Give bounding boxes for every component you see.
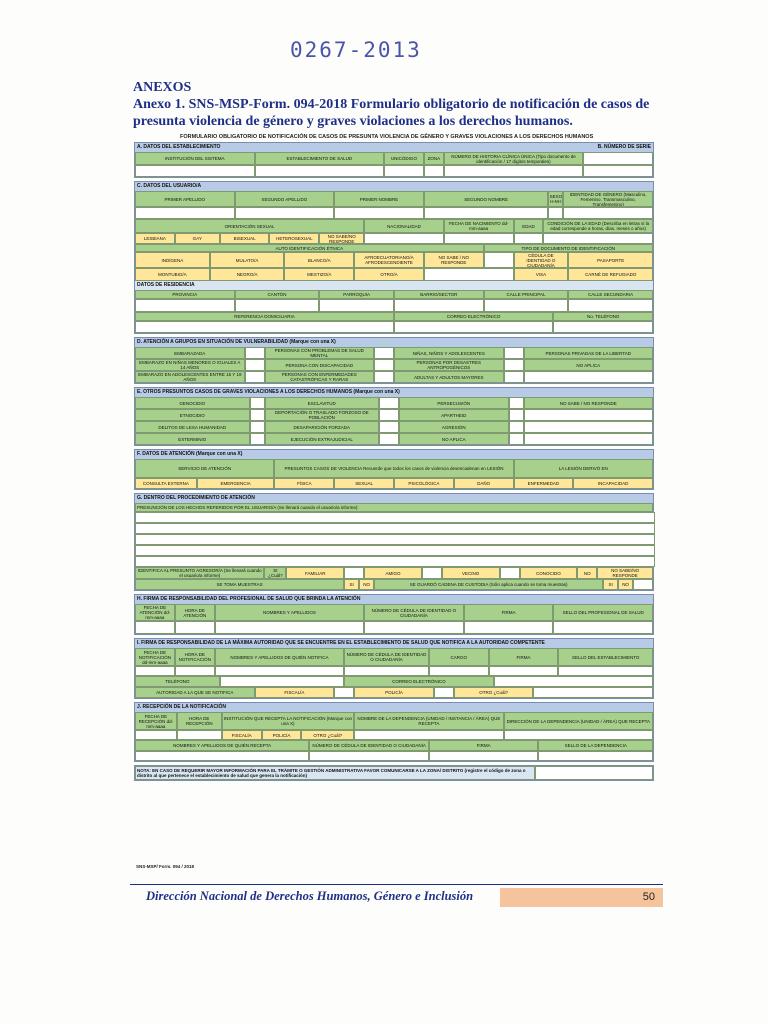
option-fiscalia-j[interactable]: FISCALÍA: [222, 730, 262, 740]
option-esclavitud[interactable]: ESCLAVITUD: [265, 397, 380, 409]
toma-muestras-label: SE TOMA MUESTRAS: [135, 579, 344, 590]
option-otro-etnia[interactable]: OTRO/A: [354, 268, 424, 281]
section-c: [134, 181, 654, 334]
option-fisica[interactable]: FÍSICA: [274, 478, 334, 489]
fecha-recepcion-field[interactable]: [135, 730, 177, 740]
col-telefono: No. TELÉFONO: [553, 312, 653, 321]
section-a-title: A. DATOS DEL ESTABLECIMIENTO: [137, 144, 221, 150]
option-deportacion[interactable]: DEPORTACIÓN O TRASLADO FORZOSO DE POBLACIÓN: [265, 409, 380, 421]
check-box[interactable]: [245, 359, 265, 371]
col-sello-profesional: SELLO DEL PROFESIONAL DE SALUD: [553, 604, 653, 621]
option-no-agresor[interactable]: NO: [577, 567, 597, 579]
section-c-title: C. DATOS DEL USUARIO/A: [137, 183, 202, 189]
presuncion-line-3[interactable]: [135, 534, 655, 545]
fecha-nacimiento-label: FECHA DE NACIMIENTO dd-mm-aaaa: [444, 219, 514, 233]
option-familiar[interactable]: FAMILIAR: [286, 567, 344, 579]
option-gay[interactable]: GAY: [175, 233, 220, 244]
option-lesa-humanidad[interactable]: DELITOS DE LESA HUMANIDAD: [135, 421, 250, 433]
option-privadas-libertad[interactable]: PERSONAS PRIVADAS DE LA LIBERTAD: [524, 347, 653, 359]
option-lesbiana[interactable]: LESBIANA: [135, 233, 175, 244]
lesion-label: LA LESIÓN DERIVÓ EN: [514, 459, 653, 478]
col-barrio: BARRIO/SECTOR: [394, 290, 484, 299]
presuntos-casos-label: PRESUNTOS CASOS DE VIOLENCIA Recuerde que todos los casos de violencia desencadenan en LESIÓN: [274, 459, 513, 478]
identidad-genero-field[interactable]: [563, 207, 653, 219]
canton-field[interactable]: [235, 299, 320, 312]
dependencia-recepta-field[interactable]: [354, 730, 503, 740]
presuncion-line-2[interactable]: [135, 523, 655, 534]
col-calle-secundaria: CALLE SECUNDARIA: [568, 290, 653, 299]
check-box[interactable]: [509, 409, 524, 421]
provincia-field[interactable]: [135, 299, 235, 312]
presuncion-label: PRESUNCIÓN DE LOS HECHOS REFERIDOS POR EL USUARIO/A (Se llenará cuando el usuario/a informe):: [135, 503, 653, 512]
option-discapacidad[interactable]: PERSONA CON DISCAPACIDAD: [265, 359, 375, 371]
presuncion-line-4[interactable]: [135, 545, 655, 556]
autoridad-notifica-label: AUTORIDAD A LA QUE SE NOTIFICA: [135, 687, 255, 698]
otro-autoridad-field[interactable]: [533, 687, 653, 698]
serial-number-field-2[interactable]: [583, 165, 653, 177]
col-fecha-atencion: FECHA DE ATENCIÓN dd-mm-aaaa: [135, 604, 175, 621]
col-primer-apellido: PRIMER APELLIDO: [135, 191, 235, 207]
col-firma-notifica: FIRMA: [489, 648, 559, 666]
section-e-title: E. OTROS PRESUNTOS CASOS DE GRAVES VIOLACIONES A LOS DERECHOS HUMANOS (Marque con una X): [137, 389, 400, 395]
col-canton: CANTÓN: [235, 290, 320, 299]
option-persecusion[interactable]: PERSECUSIÓN: [399, 397, 509, 409]
option-afroecuatoriano[interactable]: AFROECUATORIANO/A AFRODESCENDIENTE: [354, 252, 424, 268]
serial-number-field[interactable]: [583, 152, 653, 165]
nombres-recepta-field[interactable]: [135, 751, 309, 761]
option-heterosexual[interactable]: HETEROSEXUAL: [269, 233, 319, 244]
serial-number-label: B. NÚMERO DE SERIE: [597, 144, 651, 150]
option-embarazada[interactable]: EMBARAZADA: [135, 347, 245, 359]
option-mulato[interactable]: MULATO/A: [210, 252, 285, 268]
annex-title: Anexo 1. SNS-MSP-Form. 094-2018 Formulario obligatorio de notificación de casos de presunta violencia de género y graves violaciones a los derechos humanos.: [133, 97, 650, 129]
referencia-field[interactable]: [135, 321, 394, 333]
section-j-title: J. RECEPCIÓN DE LA NOTIFICACIÓN: [137, 704, 226, 710]
empty-cell: [524, 409, 653, 421]
option-ejecucion[interactable]: EJECUCIÓN EXTRAJUDICIAL: [265, 433, 380, 445]
check-box[interactable]: [504, 371, 524, 383]
check-box[interactable]: [250, 421, 265, 433]
segundo-nombre-field[interactable]: [424, 207, 549, 219]
section-i-title: I. FIRMA DE RESPONSABILIDAD DE LA MÁXIMA AUTORIDAD QUE SE ENCUENTRE EN EL ESTABLECIMIENTO DE SALUD QUE NOTIFICA A LA AUTORIDAD COMPETENTE: [137, 640, 545, 646]
section-e: [134, 387, 654, 446]
col-fecha-notificacion: FECHA DE NOTIFICACIÓN dd-mm-aaaa: [135, 648, 175, 666]
hora-recepcion-field[interactable]: [177, 730, 222, 740]
check-box[interactable]: [374, 347, 394, 359]
col-institucion-recepta: INSTITUCIÓN QUE RECEPTA LA NOTIFICACIÓN (Marque con una X): [222, 712, 354, 730]
col-establecimiento: ESTABLECIMIENTO DE SALUD: [255, 152, 384, 165]
si-cual-label: SI ¿Cuál?: [264, 567, 286, 579]
check-box[interactable]: [250, 397, 265, 409]
establecimiento-field[interactable]: [255, 165, 384, 177]
col-sexo: SEXO H-M-I: [548, 191, 563, 207]
section-i: [134, 638, 654, 699]
col-primer-nombre: PRIMER NOMBRE: [334, 191, 424, 207]
check-box[interactable]: [379, 397, 399, 409]
option-salud-mental[interactable]: PERSONAS CON PROBLEMAS DE SALUD MENTAL: [265, 347, 375, 359]
check-box[interactable]: [250, 433, 265, 445]
col-parroquia: PARROQUIA: [319, 290, 394, 299]
telefono-notifica-label: TELÉFONO: [135, 676, 220, 687]
col-cargo: CARGO: [429, 648, 489, 666]
option-desastres[interactable]: PERSONAS POR DESASTRES ANTROPOGÉNICOS: [394, 359, 504, 371]
empty-cell: [524, 371, 653, 383]
telefono-notifica-field[interactable]: [220, 676, 345, 687]
etnia-blank-1[interactable]: [484, 252, 514, 268]
correo-field[interactable]: [394, 321, 553, 333]
option-cedula[interactable]: CÉDULA DE IDENTIDAD O CIUDADANÍA: [514, 252, 569, 268]
hora-atencion-field[interactable]: [175, 621, 215, 634]
option-dano[interactable]: DAÑO: [454, 478, 514, 489]
check-box[interactable]: [434, 687, 454, 698]
form-caption: FORMULARIO OBLIGATORIO DE NOTIFICACIÓN DE CASOS DE PRESUNTA VIOLENCIA DE GÉNERO Y GRAVES VIOLACIONES A LOS DERECHOS HUMANOS: [180, 134, 594, 140]
empty-cell: [524, 421, 653, 433]
identifica-agresor-label: IDENTIFICA AL PRESUNTO AGRESOR/A (Se llenará cuando el usuario/a informe): [135, 567, 264, 579]
option-no-sabe[interactable]: NO SABE/NO RESPONDE: [319, 233, 364, 244]
option-conocido[interactable]: CONOCIDO: [520, 567, 578, 579]
col-identidad-genero: IDENTIDAD DE GÉNERO (Masculino, Femenino, Transmasculino, Transfemenino): [563, 191, 653, 207]
col-zona: ZONA: [424, 152, 444, 165]
autoidentificacion-label: AUTO IDENTIFICACIÓN ÉTNICA: [135, 244, 484, 252]
muestras-si[interactable]: SI: [344, 579, 359, 590]
check-box[interactable]: [504, 347, 524, 359]
condicion-edad-label: CONDICIÓN DE LA EDAD (Describa en letras si la edad corresponde a horas, días, meses o años): [543, 219, 653, 233]
cargo-field[interactable]: [429, 666, 489, 676]
section-g-title: G. DENTRO DEL PROCEDIMIENTO DE ATENCIÓN: [137, 495, 255, 501]
calle-secundaria-field[interactable]: [568, 299, 653, 312]
etnia-blank-2[interactable]: [424, 268, 514, 281]
empty-cell: [524, 433, 653, 445]
presuncion-line-5[interactable]: [135, 556, 655, 567]
col-fecha-recepcion: FECHA DE RECEPCIÓN dd-mm-aaaa: [135, 712, 177, 730]
option-amigo[interactable]: AMIGO: [364, 567, 422, 579]
cadena-si[interactable]: SI: [603, 579, 618, 590]
option-emergencia[interactable]: EMERGENCIA: [197, 478, 275, 489]
col-referencia: REFERENCIA DOMICILIARIA: [135, 312, 394, 321]
calle-principal-field[interactable]: [484, 299, 569, 312]
section-h-title: H. FIRMA DE RESPONSABILIDAD DEL PROFESIONAL DE SALUD QUE BRINDA LA ATENCIÓN: [137, 596, 361, 602]
col-hora-recepcion: HORA DE RECEPCIÓN: [177, 712, 222, 730]
option-mestizo[interactable]: MESTIZO/A: [284, 268, 354, 281]
fecha-nacimiento-field[interactable]: [444, 233, 514, 244]
edad-label: EDAD: [514, 219, 544, 233]
cedula-recepta-field[interactable]: [309, 751, 429, 761]
option-consulta-externa[interactable]: CONSULTA EXTERNA: [135, 478, 197, 489]
option-psicologica[interactable]: PSICOLÓGICA: [394, 478, 454, 489]
option-embarazo-ninas[interactable]: EMBARAZO EN NIÑAS MENORES O IGUALES A 14 AÑOS: [135, 359, 245, 371]
firma-recepta-field[interactable]: [429, 751, 539, 761]
col-historia-clinica: NÚMERO DE HISTORIA CLÍNICA ÚNICA (Tipo documento de identificación / 17 dígitos temporales): [444, 152, 583, 165]
presuncion-line-1[interactable]: [135, 512, 655, 523]
check-box[interactable]: [509, 421, 524, 433]
col-segundo-apellido: SEGUNDO APELLIDO: [235, 191, 335, 207]
option-pasaporte[interactable]: PASAPORTE: [568, 252, 653, 268]
form-code: SNS-MSP/ Form. 094 / 2018: [136, 864, 195, 869]
option-indigena[interactable]: INDÍGENA: [135, 252, 210, 268]
col-nombres-recepta: NOMBRES Y APELLIDOS DE QUIÉN RECEPTA: [135, 740, 309, 751]
section-d-title: D. ATENCIÓN A GRUPOS EN SITUACIÓN DE VULNERABILIDAD (Marque con una X): [137, 339, 336, 345]
correo-notifica-field[interactable]: [494, 676, 653, 687]
option-no-aplica-e[interactable]: NO APLICA: [399, 433, 509, 445]
col-segundo-nombre: SEGUNDO NOMBRE: [424, 191, 549, 207]
empty-cell: [633, 579, 653, 590]
tipo-documento-label: TIPO DE DOCUMENTO DE IDENTIFICACIÓN: [484, 244, 653, 252]
col-hora-notificacion: HORA DE NOTIFICACIÓN: [175, 648, 215, 666]
segundo-apellido-field[interactable]: [235, 207, 335, 219]
nacionalidad-label: NACIONALIDAD: [364, 219, 444, 233]
nacionalidad-field[interactable]: [364, 233, 444, 244]
footer-divider: [130, 884, 663, 885]
option-incapacidad[interactable]: INCAPACIDAD: [573, 478, 653, 489]
nombres-profesional-field[interactable]: [215, 621, 364, 634]
col-dependencia-recepta: NOMBRE DE LA DEPENDENCIA (UNIDAD / INSTANCIA / ÁREA) QUE RECEPTA: [354, 712, 503, 730]
col-firma-recepta: FIRMA: [429, 740, 539, 751]
col-sello-dependencia: SELLO DE LA DEPENDENCIA: [538, 740, 653, 751]
col-provincia: PROVINCIA: [135, 290, 235, 299]
nombres-notifica-field[interactable]: [215, 666, 344, 676]
option-carne-refugiado[interactable]: CARNÉ DE REFUGIADO: [568, 268, 653, 281]
check-box[interactable]: [250, 409, 265, 421]
edad-field[interactable]: [514, 233, 544, 244]
option-policia-j[interactable]: POLICÍA: [262, 730, 302, 740]
sello-dependencia-field[interactable]: [538, 751, 653, 761]
option-embarazo-adolescentes[interactable]: EMBARAZO EN ADOLESCENTES ENTRE 15 Y 19 AÑOS: [135, 371, 245, 383]
firma-profesional-field[interactable]: [464, 621, 554, 634]
unicodigo-field[interactable]: [384, 165, 424, 177]
notification-form: [134, 142, 654, 781]
check-box[interactable]: [334, 687, 354, 698]
col-sello-establecimiento: SELLO DEL ESTABLECIMIENTO: [558, 648, 653, 666]
page-number: 50: [500, 888, 663, 907]
col-calle-principal: CALLE PRINCIPAL: [484, 290, 569, 299]
parroquia-field[interactable]: [319, 299, 394, 312]
col-unicodigo: UNICÓDIGO: [384, 152, 424, 165]
col-institucion: INSTITUCIÓN DEL SISTEMA: [135, 152, 255, 165]
option-etnocidio[interactable]: ETNOCIDIO: [135, 409, 250, 421]
cadena-no[interactable]: NO: [618, 579, 633, 590]
option-vecino[interactable]: VECINO: [442, 567, 500, 579]
muestras-no[interactable]: NO: [359, 579, 374, 590]
section-j: [134, 702, 654, 762]
footer-department: Dirección Nacional de Derechos Humanos, Género e Inclusión: [146, 889, 474, 903]
document-stamp-number: 0267-2013: [290, 38, 422, 62]
section-a: [134, 142, 654, 178]
option-visa[interactable]: VISA: [514, 268, 569, 281]
direccion-dependencia-field[interactable]: [504, 730, 653, 740]
option-otro-i[interactable]: OTRO ¿Cuál?: [454, 687, 534, 698]
check-box[interactable]: [422, 567, 442, 579]
check-box[interactable]: [245, 371, 265, 383]
col-hora-atencion: HORA DE ATENCIÓN: [175, 604, 215, 621]
servicio-label: SERVICIO DE ATENCIÓN: [135, 459, 274, 478]
check-box[interactable]: [374, 371, 394, 383]
col-cedula-notifica: NÚMERO DE CÉDULA DE IDENTIDAD O CIUDADANÍA: [344, 648, 429, 666]
col-correo: CORREO ELECTRÓNICO: [394, 312, 553, 321]
check-box[interactable]: [344, 567, 364, 579]
check-box[interactable]: [509, 433, 524, 445]
option-negro[interactable]: NEGRO/A: [210, 268, 285, 281]
barrio-field[interactable]: [394, 299, 484, 312]
check-box[interactable]: [374, 359, 394, 371]
option-fiscalia-i[interactable]: FISCALÍA: [255, 687, 335, 698]
condicion-edad-field[interactable]: [543, 233, 653, 244]
cedula-profesional-field[interactable]: [364, 621, 464, 634]
nota-field[interactable]: [535, 766, 653, 780]
col-firma-profesional: FIRMA: [464, 604, 554, 621]
option-ninas-ninos[interactable]: NIÑAS, NIÑOS Y ADOLESCENTES: [394, 347, 504, 359]
check-box[interactable]: [379, 433, 399, 445]
check-box[interactable]: [379, 409, 399, 421]
section-h: [134, 594, 654, 635]
nota-text: NOTA: EN CASO DE REQUERIR MAYOR INFORMACIÓN PARA EL TRÁMITE O GESTIÓN ADMINISTRATIVA FAVOR COMUNICARSE A LA ZONA/ DISTRITO (registre el código de zona o distrito al que pertenece el establecimiento de salud que genera la notificación): [135, 766, 535, 780]
correo-notifica-label: CORREO ELECTRÓNICO: [344, 676, 493, 687]
sexo-field[interactable]: [548, 207, 563, 219]
section-f-title: F. DATOS DE ATENCIÓN (Marque con una X): [137, 451, 243, 457]
option-no-aplica-d[interactable]: NO APLICA: [524, 359, 653, 371]
sello-establecimiento-field[interactable]: [558, 666, 653, 676]
residencia-title: DATOS DE RESIDENCIA: [137, 282, 195, 288]
zona-field[interactable]: [424, 165, 444, 177]
col-nombres-notifica: NOMBRES Y APELLIDOS DE QUIÉN NOTIFICA: [215, 648, 344, 666]
col-cedula-profesional: NÚMERO DE CÉDULA DE IDENTIDAD O CIUDADANÍA: [364, 604, 464, 621]
check-box[interactable]: [245, 347, 265, 359]
option-bisexual[interactable]: BISEXUAL: [220, 233, 270, 244]
historia-clinica-field[interactable]: [444, 165, 583, 177]
sello-profesional-field[interactable]: [553, 621, 653, 634]
option-desaparicion[interactable]: DESAPARICIÓN FORZADA: [265, 421, 380, 433]
col-direccion-dependencia: DIRECCIÓN DE LA DEPENDENCIA (UNIDAD / ÁREA) QUE RECEPTA: [504, 712, 653, 730]
primer-apellido-field[interactable]: [135, 207, 235, 219]
hora-notificacion-field[interactable]: [175, 666, 215, 676]
option-exterminio[interactable]: EXTERMINIO: [135, 433, 250, 445]
check-box[interactable]: [500, 567, 520, 579]
firma-notifica-field[interactable]: [489, 666, 559, 676]
option-apartheid[interactable]: APARTHEID: [399, 409, 509, 421]
option-etnia-no-sabe[interactable]: NO SABE / NO RESPONDE: [424, 252, 484, 268]
option-genocidio[interactable]: GENOCIDIO: [135, 397, 250, 409]
cedula-notifica-field[interactable]: [344, 666, 429, 676]
option-policia-i[interactable]: POLICÍA: [354, 687, 434, 698]
section-f: [134, 449, 654, 490]
option-no-sabe-agresor[interactable]: NO SABE/NO RESPONDE: [597, 567, 653, 579]
section-d: [134, 337, 654, 384]
fecha-atencion-field[interactable]: [135, 621, 175, 634]
check-box[interactable]: [509, 397, 524, 409]
orientacion-label: ORIENTACIÓN SEXUAL: [135, 219, 364, 233]
col-nombres-profesional: NOMBRES Y APELLIDOS: [215, 604, 364, 621]
option-enfermedad[interactable]: ENFERMEDAD: [514, 478, 574, 489]
section-g: [134, 493, 654, 591]
check-box[interactable]: [379, 421, 399, 433]
option-otro-j[interactable]: OTRO ¿Cuál?: [301, 730, 354, 740]
option-sexual[interactable]: SEXUAL: [334, 478, 394, 489]
col-cedula-recepta: NÚMERO DE CÉDULA DE IDENTIDAD O CIUDADANÍA: [309, 740, 429, 751]
telefono-field[interactable]: [553, 321, 653, 333]
anexos-heading: ANEXOS: [133, 80, 192, 95]
cadena-custodia-label: SE GUARDÓ CADENA DE CUSTODIA (Sólo aplica cuando se toma muestras): [374, 579, 603, 590]
primer-nombre-field[interactable]: [334, 207, 424, 219]
fecha-notificacion-field[interactable]: [135, 666, 175, 676]
institucion-field[interactable]: [135, 165, 255, 177]
check-box[interactable]: [504, 359, 524, 371]
option-no-sabe-e[interactable]: NO SABE / NO RESPONDE: [524, 397, 653, 409]
option-montubio[interactable]: MONTUBIO/A: [135, 268, 210, 281]
option-agresion[interactable]: AGRESIÓN: [399, 421, 509, 433]
option-catastroficas[interactable]: PERSONAS CON ENFERMEDADES CATASTRÓFICAS Y RARAS: [265, 371, 375, 383]
option-adultos-mayores[interactable]: ADULTAS Y ADULTOS MAYORES: [394, 371, 504, 383]
option-blanco[interactable]: BLANCO/A: [284, 252, 354, 268]
